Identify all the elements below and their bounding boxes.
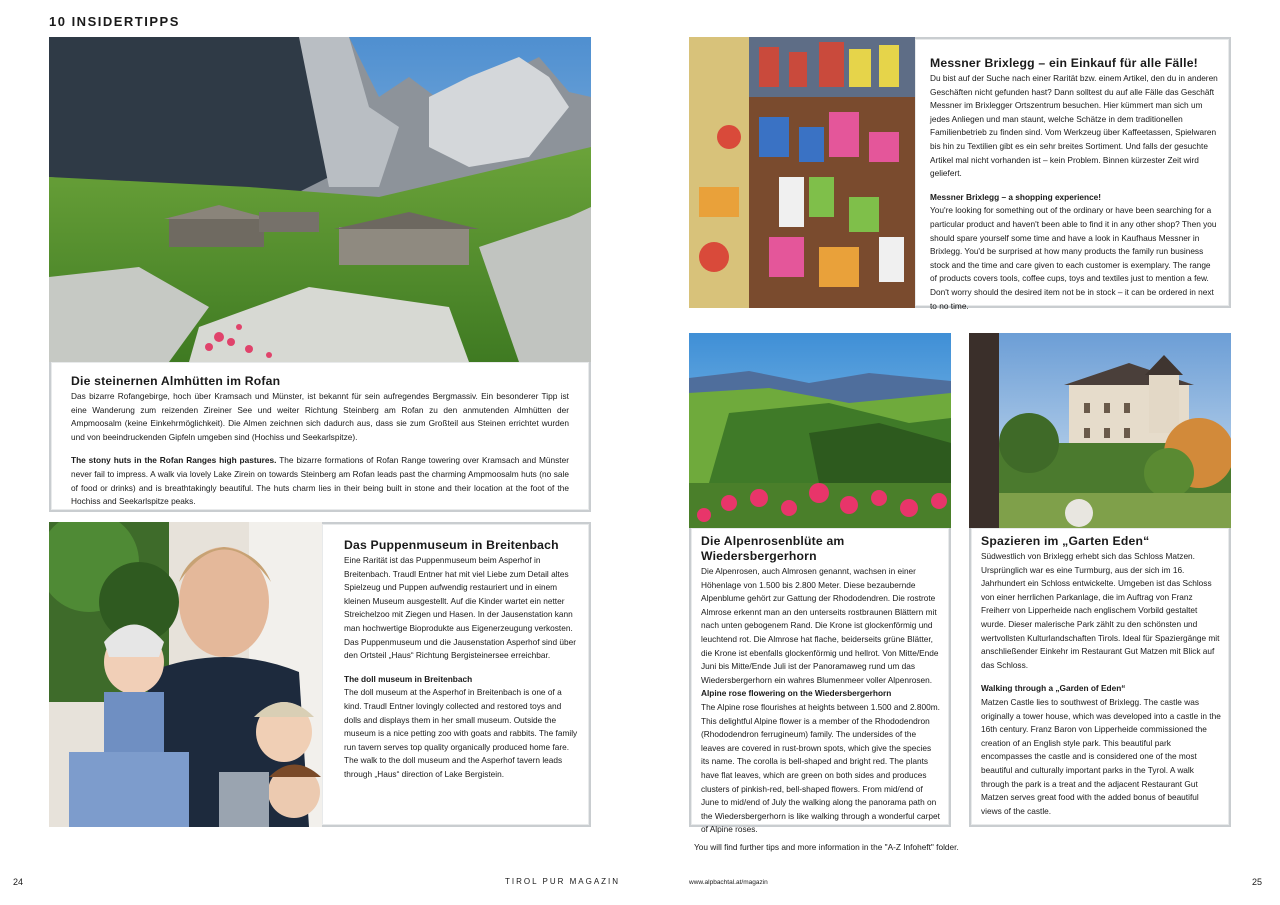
alpenrosen-text-box — [689, 528, 951, 835]
messner-en-text: You're looking for something out of the ordinary or have been searching for a particular product and haven't been able to find it in any other shop? Then you should spare yourself some time and have a look in Kaufhaus Messner in Brixlegg. You'd be surprised at how many products the family run business stock and the time and care given to each customer is exemplary. The range of products covers tools, coffee cups, toys and textiles just to mention a few. Don't worry should the desired item not be in stock – it can be ordered in next to no time. — [930, 205, 1217, 311]
alpenrosen-title: Die Alpenrosenblüte am Wiedersbergerhorn — [701, 534, 845, 563]
garten-de-text: Südwestlich von Brixlegg erhebt sich das Schloss Matzen. Ursprünglich war es eine Turmburg, aus der sich im 16. Jahrhundert ein Schloss entwickelte. Umgeben ist das Schloss von einer herrlichen Parkanlage, die im Auftrag von Franz Freiherr von Lipperheide nach englischem Vorbild gestaltet wurde. Dieser malerische Park zählt zu den schönsten und wertvollsten Kulturlandschaften Tirols. Ideal für Spaziergänge mit anschließender Einkehr im Restaurant Gut Matzen mit Blick auf das Schloss. — [981, 551, 1220, 670]
puppen-de-text: Eine Rarität ist das Puppenmuseum beim Asperhof in Breitenbach. Traudl Entner hat mit viel Liebe zum Detail altes Spielzeug und Puppen aufwendig restauriert und in einem kleinen Museum ausgestellt. Auf die Kinder wartet ein netter Streichelzoo mit Ziegen und Hasen. In der Jausenstation kann man hochwertige Bioprodukte aus Eigenerzeugung verkosten. Das Puppenmuseum und die Jausenstation Asperhof sind über den Ortsteil „Haus“ Richtung Bergisteinersee erreichbar. — [344, 555, 577, 661]
footer-note: You will find further tips and more information in the "A-Z Infoheft" folder. — [694, 842, 959, 852]
website-link[interactable]: www.alpbachtal.at/magazin — [689, 879, 768, 886]
puppen-photo — [49, 522, 322, 827]
page-number-right: 25 — [1252, 877, 1263, 887]
messner-text-box — [915, 37, 1231, 311]
messner-title: Messner Brixlegg – ein Einkauf für alle Fälle! — [930, 56, 1198, 70]
page-number-left: 24 — [13, 877, 24, 887]
messner-photo — [689, 37, 915, 308]
rofan-en-body: The bizarre formations of Rofan Range towering over Kramsach and Münster never fail to impress. A walk via lovely Lake Zirein on towards Steinberg am Rofan leads past the charming Ampmoosalm huts (no sale of food or drinks) and is breathtakingly beautiful. The huts charm lies in their being built in stone and their location at the foot of the Hochiss and Seekarlspitze peaks. — [71, 455, 569, 507]
garten-en-title: Walking through a „Garden of Eden“ — [981, 683, 1126, 694]
puppen-en-title: The doll museum in Breitenbach — [344, 673, 473, 684]
rofan-photo — [49, 37, 591, 362]
alpenrosen-en-title: Alpine rose flowering on the Wiedersbergerhorn — [701, 688, 892, 699]
alpenrosen-en-text: The Alpine rose flourishes at heights between 1.500 and 2.800m. This delightful Alpine flower is a member of the Rhododendron (Rhododendron ferrugineum) family. The undersides of the leaves are covered in rust-brown spots, which give the species its name. The corolla is bell-shaped and bright red. The plants have flat leaves, which are green on both sides and produces clusters of pinkish-red, bell-shaped flowers. From mid/end of June to mid/end of July the walking along the panorama path on the Wiedersbergerhorn is like walking through a wonderful carpet of Alpine roses. — [701, 701, 940, 835]
rofan-en-lead: The stony huts in the Rofan Ranges high pastures. — [71, 455, 277, 466]
puppen-en-text: The doll museum at the Asperhof in Breitenbach is one of a kind. Traudl Entner lovingly collected and restored toys and dolls and displays them in her small museum. Outside the museum is a nice petting zoo with goats and rabbits. The family run tavern serves top quality organically produced home fare. The walk to the doll museum and the Asperhof tavern leads through „Haus“ direction of Lake Bergistein. — [344, 687, 578, 779]
garten-photo — [969, 333, 1231, 528]
garten-title: Spazieren im „Garten Eden“ — [981, 534, 1150, 548]
messner-de-text: Du bist auf der Suche nach einer Rarität bzw. einem Artikel, den du in anderen Geschäften nicht gefunden hast? Dann solltest du auf alle Fälle das Geschäft Messner im Brixlegger Ortszentrum besuchen. Hier kümmert man sich um jedes Anliegen und man staunt, welche Schätze in dem traditionellen Familienbetrieb zu finden sind. Vom Werkzeug über Kaffeetassen, Spielwaren bis hin zu Textilien gibt es ein sehr breites Sortiment. Und falls der gesuchte Artikel mal nicht vorhanden ist – kein Problem. Binnen kürzester Zeit wird geliefert. — [930, 73, 1218, 179]
section-label: 10 INSIDERTIPPS — [49, 14, 180, 29]
magazine-name: TIROL PUR MAGAZIN — [505, 877, 621, 886]
garten-en-text: Matzen Castle lies to southwest of Brixlegg. The castle was originally a tower house, which was developed into a castle in the 16th century. Franz Baron von Lipperheide commissioned the creation of an English style park. This beautiful park encompasses the castle and is considered one of the most beautiful and culturally important parks in the Tyrol. A walk through the park is a treat and the adjacent Restaurant Gut Matzen serves great food with the added bonus of beautiful views of the castle. — [981, 696, 1221, 816]
alpenrosen-de-text: Die Alpenrosen, auch Almrosen genannt, wachsen in einer Höhenlage von 1.500 bis 2.800 Meter. Diese bezaubernde Alpenblume gehört zur Gattung der Rhododendren. Die rostrote Almrose erkennt man an den unterseits rostbraunen Blättern mit nach unten gebogenem Rand. Die Krone ist glockenförmig und leuchtend rot. Die Almrose hat flache, beiderseits grüne Blätter, die Krone ist ebenfalls glockenförmig und hellrot. Von Mitte/Ende Juni bis Mitte/Ende Juli ist der Panoramaweg rund um das Wiedersbergerhorn ein wahres Blumenmeer voller Alpenrosen. — [701, 566, 939, 685]
rofan-title: Die steinernen Almhütten im Rofan — [71, 374, 281, 388]
rofan-text-box — [49, 362, 591, 512]
rofan-de-text: Das bizarre Rofangebirge, hoch über Kramsach und Münster, ist bekannt für sein aufregendes Bergmassiv. Ein besonderer Tipp ist eine Wanderung zum reizenden Zireiner See und weiter Richtung Steinberg am Rofan zu den anmutenden Almhütten der Ampmoosalm (keine Einkehrmöglichkeit). Die Almen zeichnen sich dadurch aus, dass sie zum Großteil aus Steinen errichtet wurden und von beeindruckenden Gipfeln umgeben sind (Hochiss und Seekarlspitze). — [71, 391, 569, 442]
messner-en-title: Messner Brixlegg – a shopping experience! — [930, 191, 1102, 202]
alpenrosen-photo — [689, 333, 951, 528]
rofan-en-text — [71, 454, 569, 508]
puppen-title: Das Puppenmuseum in Breitenbach — [344, 538, 559, 552]
garten-text-box — [969, 528, 1231, 827]
puppen-text-box — [322, 522, 591, 827]
